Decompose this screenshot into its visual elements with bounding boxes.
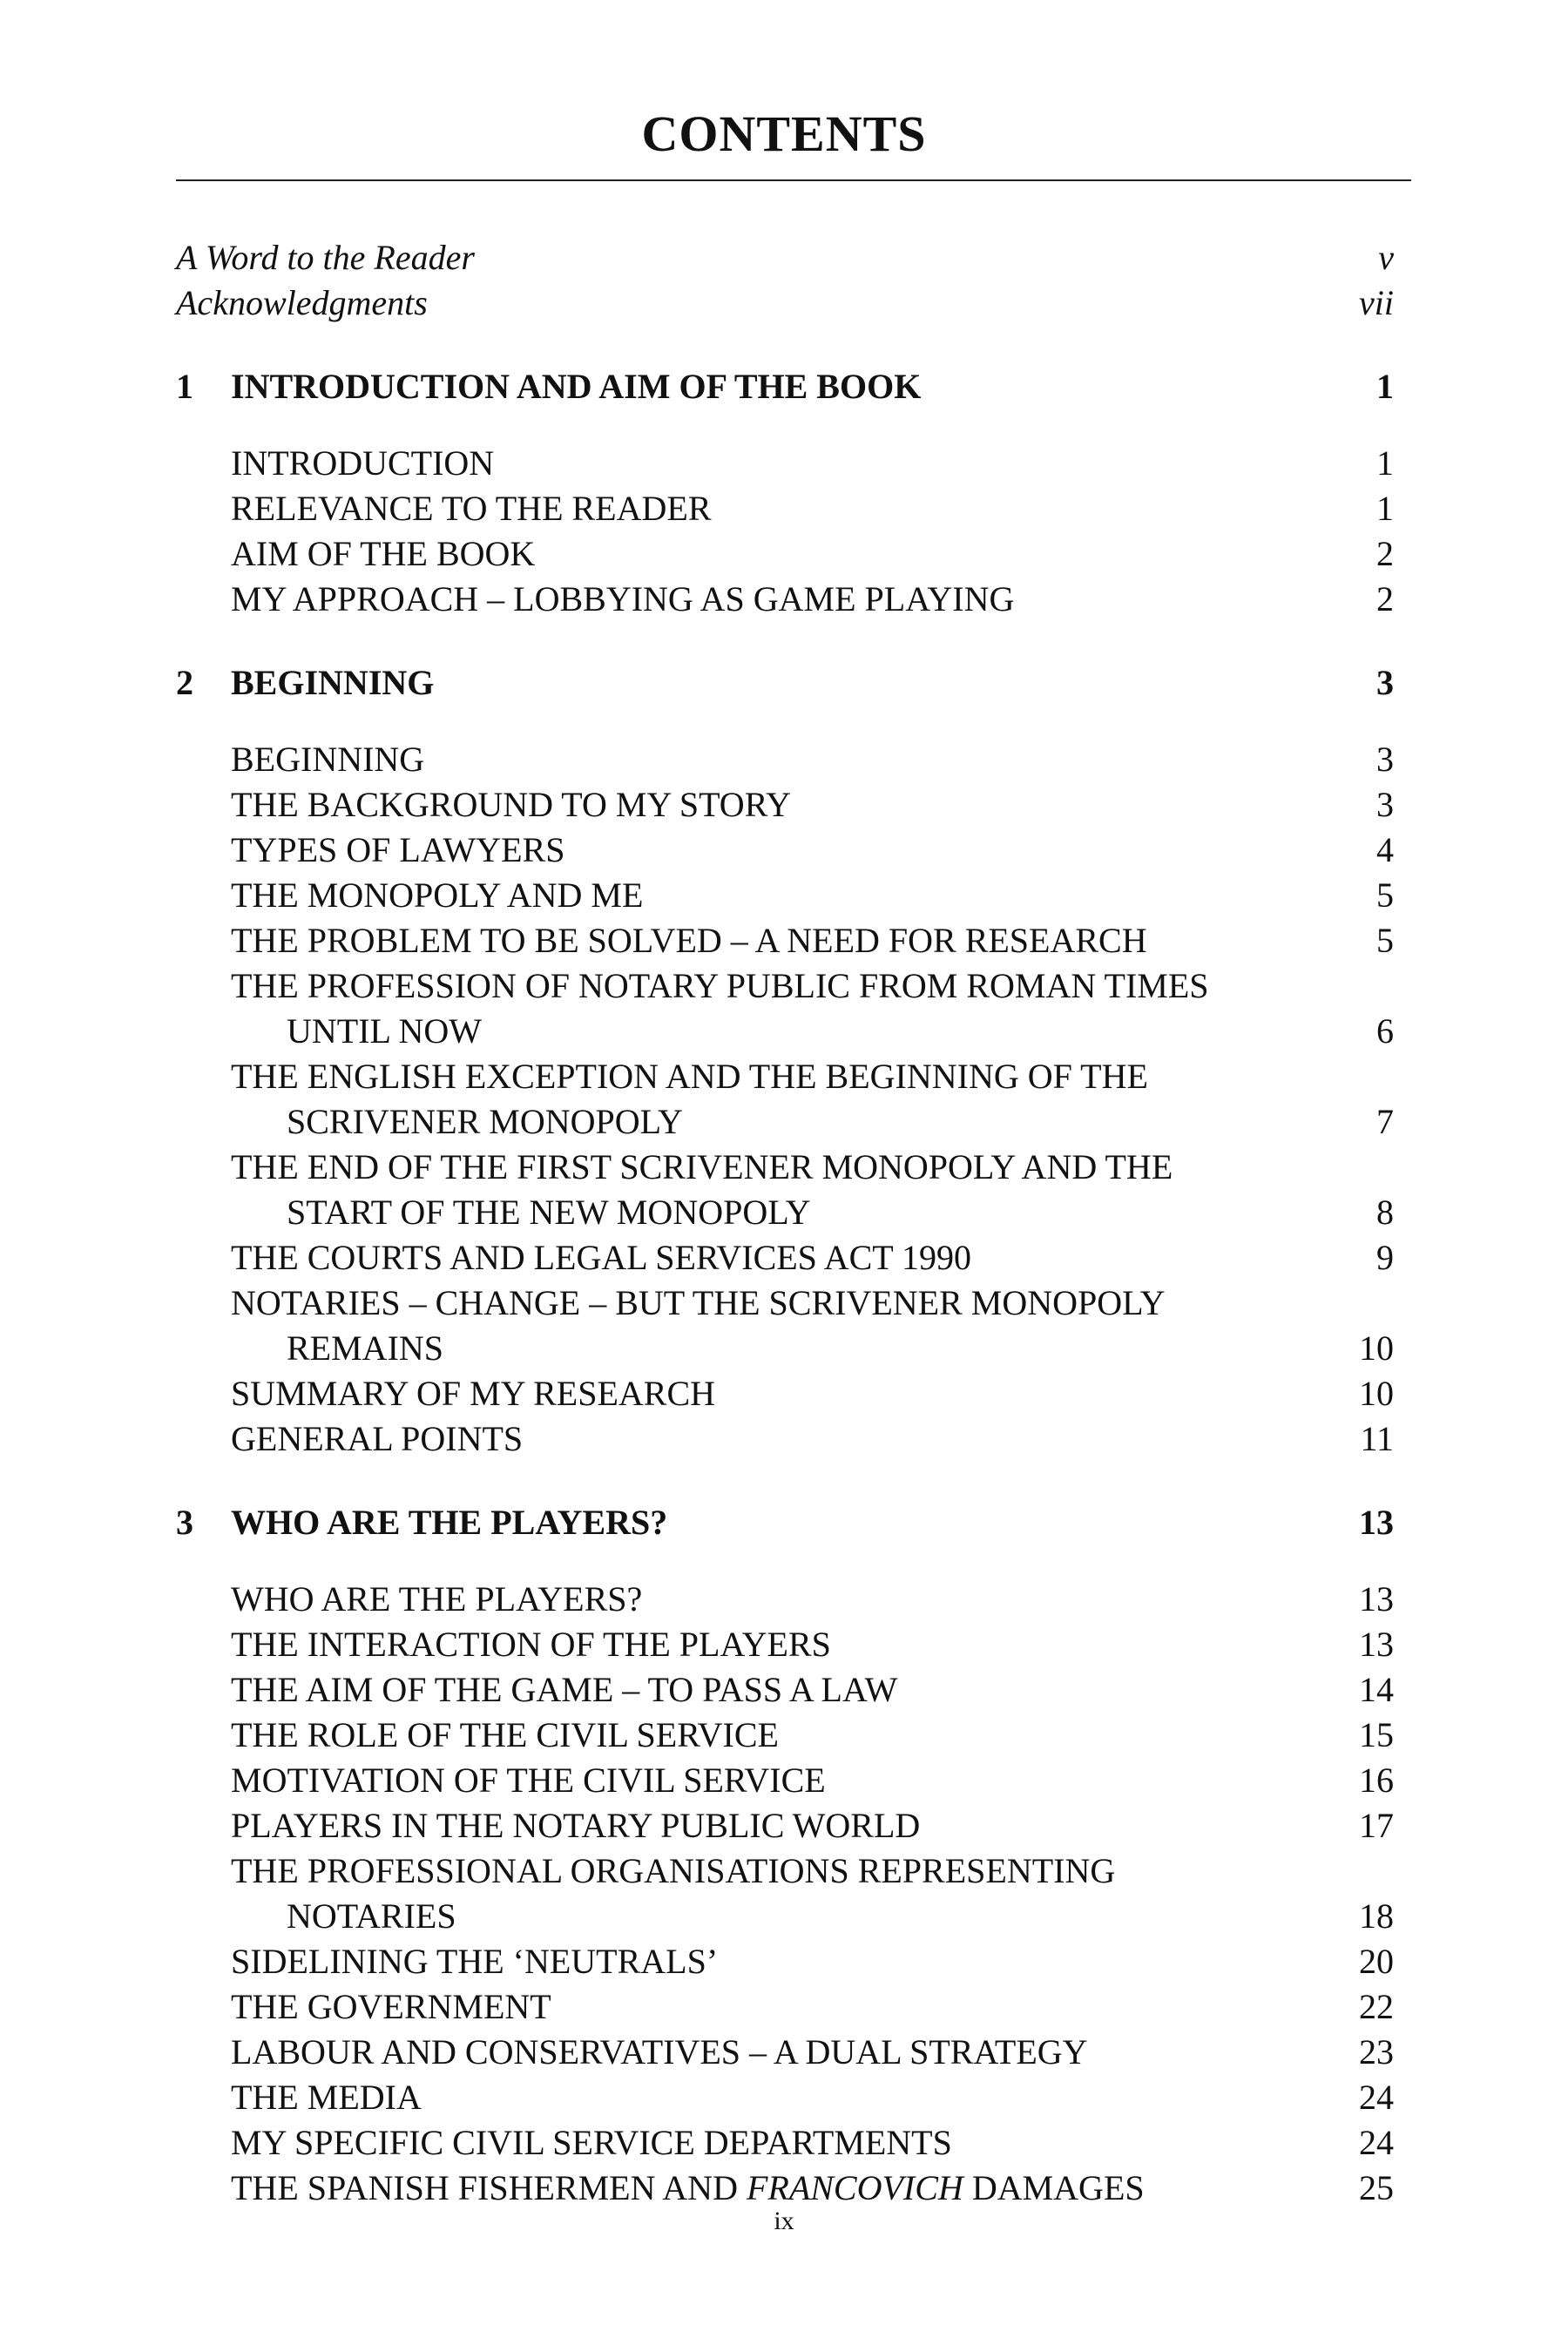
toc-entry xyxy=(176,737,1394,782)
entry-page: 1 xyxy=(1376,443,1394,483)
entry-title: THE END OF THE FIRST SCRIVENER MONOPOLY AND THE xyxy=(231,1147,1173,1186)
entry-page: 23 xyxy=(1359,2032,1394,2072)
entry-title: INTRODUCTION xyxy=(231,443,495,483)
entry-title: THE ENGLISH EXCEPTION AND THE BEGINNING OF THE xyxy=(231,1057,1148,1096)
page-number: ix xyxy=(774,2207,794,2235)
chapter-number: 3 xyxy=(176,1503,193,1542)
table-of-contents xyxy=(176,235,1394,2211)
toc-entry-continuation xyxy=(176,1099,1394,1145)
entry-title: SIDELINING THE ‘NEUTRALS’ xyxy=(231,1942,719,1981)
entry-page: 3 xyxy=(1376,740,1394,779)
entry-page: 2 xyxy=(1376,579,1394,618)
section-gap xyxy=(176,326,1394,364)
entry-page: vii xyxy=(1359,283,1394,322)
entry-page: 7 xyxy=(1376,1102,1394,1141)
entry-title: BEGINNING xyxy=(231,740,425,779)
entry-title: THE PROBLEM TO BE SOLVED – A NEED FOR RESEARCH xyxy=(231,921,1147,960)
section-gap xyxy=(176,622,1394,660)
entry-title: THE BACKGROUND TO MY STORY xyxy=(231,785,792,824)
toc-entry xyxy=(176,1577,1394,1622)
chapter-number: 1 xyxy=(176,367,193,406)
toc-entry xyxy=(176,828,1394,873)
entry-title: THE COURTS AND LEGAL SERVICES ACT 1990 xyxy=(231,1238,971,1277)
toc-entry xyxy=(176,2120,1394,2166)
entry-page: 2 xyxy=(1376,534,1394,573)
chapter-heading xyxy=(176,364,1394,409)
entry-title: REMAINS xyxy=(287,1328,444,1368)
entry-page: 10 xyxy=(1359,1374,1394,1413)
entry-title: THE PROFESSION OF NOTARY PUBLIC FROM ROMAN TIMES xyxy=(231,966,1209,1005)
entry-page: 5 xyxy=(1376,921,1394,960)
toc-entry xyxy=(176,2166,1394,2211)
toc-entry xyxy=(176,1667,1394,1713)
entry-page: 1 xyxy=(1376,489,1394,528)
toc-entry xyxy=(176,1281,1394,1326)
toc-entry-continuation xyxy=(176,1326,1394,1371)
toc-entry xyxy=(176,1758,1394,1803)
toc-entry xyxy=(176,2075,1394,2120)
chapter-heading xyxy=(176,660,1394,706)
entry-title: THE INTERACTION OF THE PLAYERS xyxy=(231,1625,831,1664)
chapter-page: 13 xyxy=(1359,1503,1394,1542)
entry-title: TYPES OF LAWYERS xyxy=(231,830,565,869)
entry-page: 17 xyxy=(1359,1806,1394,1845)
entry-page: 3 xyxy=(1376,785,1394,824)
entry-page: 25 xyxy=(1359,2168,1394,2207)
entry-title: MY APPROACH – LOBBYING AS GAME PLAYING xyxy=(231,579,1015,618)
entry-title-italic: FRANCOVICH xyxy=(746,2168,963,2207)
entry-page: 24 xyxy=(1359,2078,1394,2117)
entry-page: 5 xyxy=(1376,875,1394,915)
chapter-page: 3 xyxy=(1376,663,1394,702)
toc-entry xyxy=(176,1145,1394,1190)
toc-entry xyxy=(176,963,1394,1009)
entry-title: LABOUR AND CONSERVATIVES – A DUAL STRATEGY xyxy=(231,2032,1088,2072)
chapter-gap xyxy=(176,1545,1394,1577)
chapter-heading xyxy=(176,1500,1394,1545)
entry-title: NOTARIES xyxy=(287,1896,456,1936)
entry-title: SCRIVENER MONOPOLY xyxy=(287,1102,683,1141)
toc-entry xyxy=(176,1416,1394,1462)
entry-title: NOTARIES – CHANGE – BUT THE SCRIVENER MONOPOLY xyxy=(231,1283,1166,1322)
entry-page: 8 xyxy=(1376,1193,1394,1232)
toc-entry xyxy=(176,2030,1394,2075)
entry-page: 11 xyxy=(1360,1419,1394,1458)
toc-entry xyxy=(176,441,1394,486)
entry-title: UNTIL NOW xyxy=(287,1011,483,1051)
toc-entry-continuation xyxy=(176,1009,1394,1054)
section-gap xyxy=(176,1462,1394,1500)
entry-title: THE MEDIA xyxy=(231,2078,422,2117)
entry-page: 10 xyxy=(1359,1328,1394,1368)
toc-entry xyxy=(176,1622,1394,1667)
front-matter-entry xyxy=(176,280,1394,326)
entry-page: v xyxy=(1378,238,1394,277)
entry-title xyxy=(231,2166,1145,2211)
chapter-title: WHO ARE THE PLAYERS? xyxy=(231,1503,668,1542)
entry-title: THE PROFESSIONAL ORGANISATIONS REPRESENTING xyxy=(231,1851,1116,1890)
title-rule xyxy=(176,179,1411,181)
toc-entry xyxy=(176,1939,1394,1984)
chapter-title: INTRODUCTION AND AIM OF THE BOOK xyxy=(231,367,922,406)
toc-entry-continuation xyxy=(176,1894,1394,1939)
entry-title-part: DAMAGES xyxy=(963,2168,1145,2207)
entry-page: 6 xyxy=(1376,1011,1394,1051)
entry-page: 22 xyxy=(1359,1987,1394,2026)
toc-entry-continuation xyxy=(176,1190,1394,1235)
toc-entry xyxy=(176,1371,1394,1416)
toc-entry xyxy=(176,918,1394,963)
entry-page: 16 xyxy=(1359,1761,1394,1800)
entry-title: AIM OF THE BOOK xyxy=(231,534,536,573)
entry-page: 20 xyxy=(1359,1942,1394,1981)
entry-title: WHO ARE THE PLAYERS? xyxy=(231,1579,643,1619)
entry-title: GENERAL POINTS xyxy=(231,1419,524,1458)
entry-title: SUMMARY OF MY RESEARCH xyxy=(231,1374,716,1413)
toc-entry xyxy=(176,1054,1394,1099)
entry-title: THE ROLE OF THE CIVIL SERVICE xyxy=(231,1715,779,1754)
entry-page: 24 xyxy=(1359,2123,1394,2162)
entry-page: 15 xyxy=(1359,1715,1394,1754)
entry-page: 4 xyxy=(1376,830,1394,869)
chapter-title: BEGINNING xyxy=(231,663,435,702)
entry-page: 18 xyxy=(1359,1896,1394,1936)
entry-title: A Word to the Reader xyxy=(176,238,475,277)
chapter-number: 2 xyxy=(176,663,193,702)
entry-page: 13 xyxy=(1359,1625,1394,1664)
toc-entry xyxy=(176,1235,1394,1281)
toc-entry xyxy=(176,1984,1394,2030)
entry-title: MOTIVATION OF THE CIVIL SERVICE xyxy=(231,1761,826,1800)
entry-title: Acknowledgments xyxy=(176,283,428,322)
chapter-gap xyxy=(176,706,1394,737)
entry-title: THE GOVERNMENT xyxy=(231,1987,551,2026)
entry-title: PLAYERS IN THE NOTARY PUBLIC WORLD xyxy=(231,1806,921,1845)
front-matter-entry xyxy=(176,235,1394,280)
entry-title: THE AIM OF THE GAME – TO PASS A LAW xyxy=(231,1670,898,1709)
toc-entry xyxy=(176,531,1394,577)
toc-entry xyxy=(176,486,1394,531)
toc-entry xyxy=(176,1713,1394,1758)
entry-page: 13 xyxy=(1359,1579,1394,1619)
chapter-page: 1 xyxy=(1376,367,1394,406)
entry-title: MY SPECIFIC CIVIL SERVICE DEPARTMENTS xyxy=(231,2123,952,2162)
toc-entry xyxy=(176,782,1394,828)
chapter-gap xyxy=(176,409,1394,441)
entry-page: 9 xyxy=(1376,1238,1394,1277)
entry-title-part: THE SPANISH FISHERMEN AND xyxy=(231,2168,747,2207)
entry-title: THE MONOPOLY AND ME xyxy=(231,875,644,915)
entry-page: 14 xyxy=(1359,1670,1394,1709)
toc-entry xyxy=(176,873,1394,918)
toc-entry xyxy=(176,577,1394,622)
entry-title: RELEVANCE TO THE READER xyxy=(231,489,712,528)
entry-title: START OF THE NEW MONOPOLY xyxy=(287,1193,811,1232)
toc-entry xyxy=(176,1803,1394,1848)
page-title: CONTENTS xyxy=(641,105,927,162)
toc-entry xyxy=(176,1848,1394,1894)
